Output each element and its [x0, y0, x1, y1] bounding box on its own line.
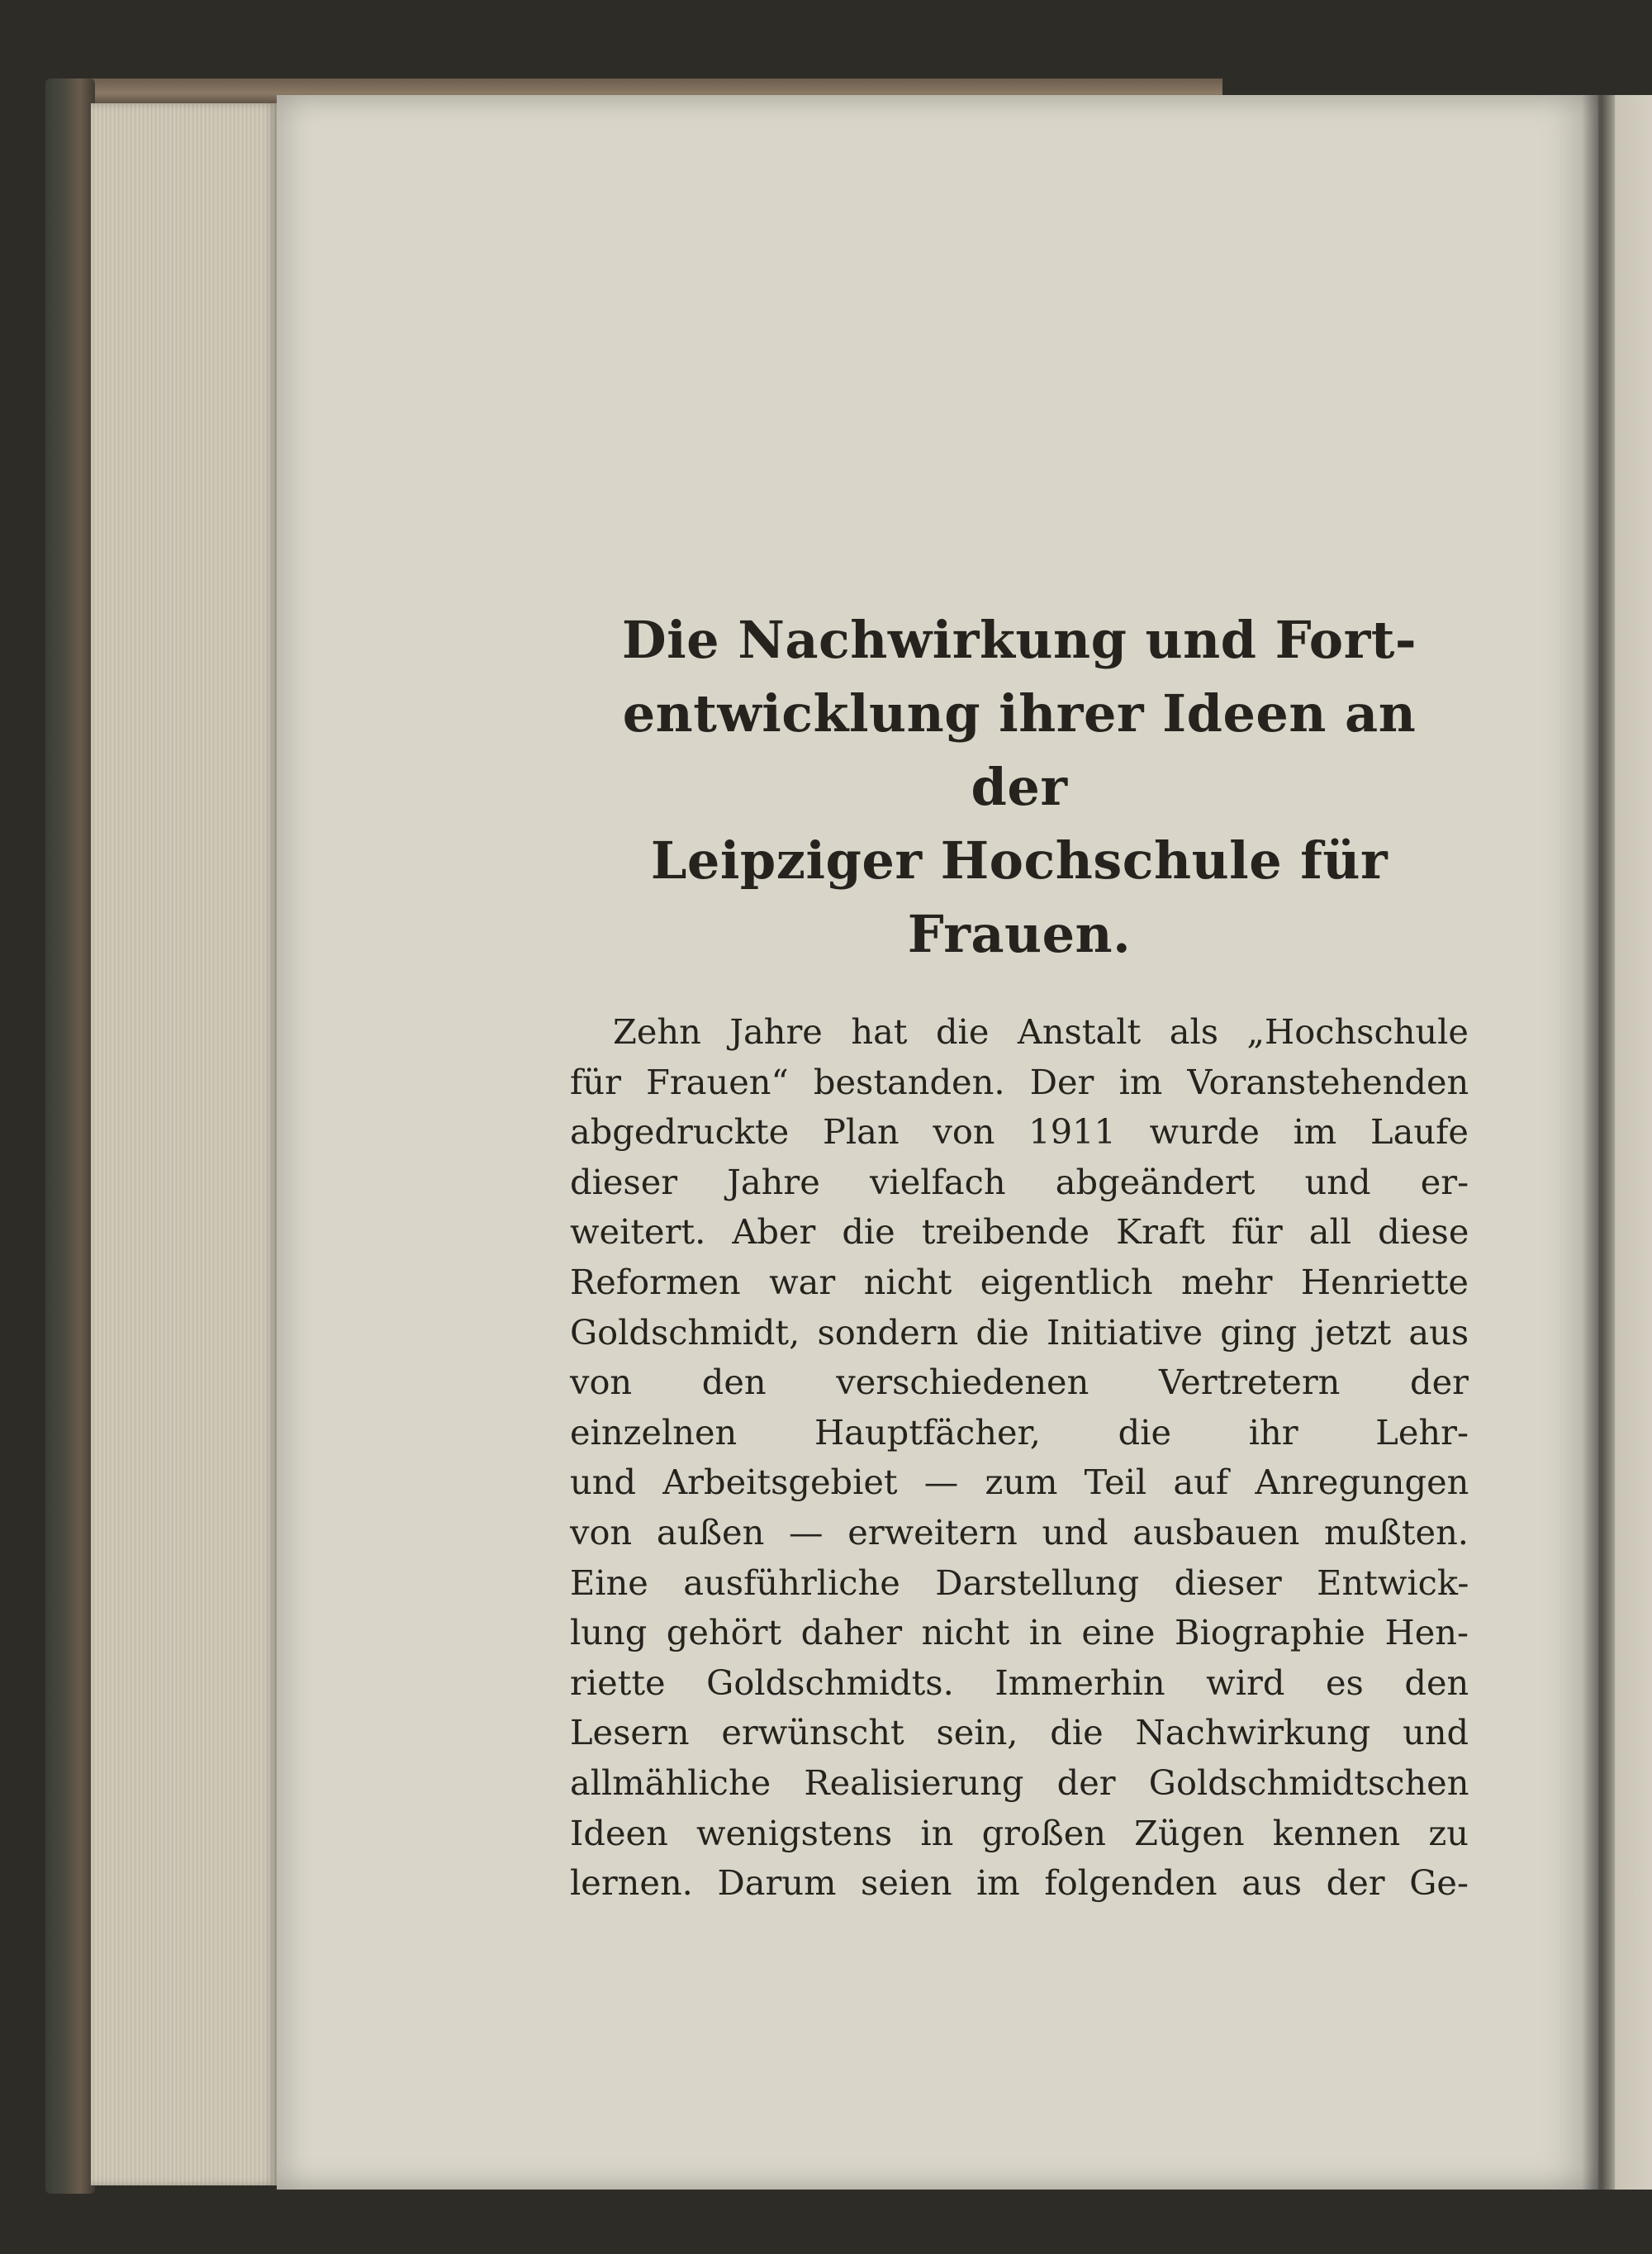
text-line: einzelnen Hauptfächer, die ihr Lehr-: [570, 1411, 1469, 1453]
text-line: Reformen war nicht eigentlich mehr Henriette: [570, 1261, 1469, 1302]
heading-line: entwicklung ihrer Ideen an der: [622, 683, 1417, 817]
page-stack-fore-edge: [91, 103, 277, 2185]
text-line: allmähliche Realisierung der Goldschmidtschen: [570, 1762, 1469, 1803]
text-line: lernen. Darum seien im folgenden aus der Ge-: [570, 1862, 1469, 1904]
text-line: Zehn Jahre hat die Anstalt als „Hochschule: [613, 1011, 1469, 1052]
text-line: dieser Jahre vielfach abgeändert und er-: [570, 1161, 1469, 1202]
text-line: lung gehört daher nicht in eine Biographie Hen-: [570, 1612, 1469, 1653]
text-line: Eine ausführliche Darstellung dieser Entwick-: [570, 1562, 1469, 1603]
text-line: abgedruckte Plan von 1911 wurde im Laufe: [570, 1111, 1469, 1153]
text-line: und Arbeitsgebiet — zum Teil auf Anregungen: [570, 1462, 1469, 1503]
page-content: [570, 603, 1469, 1909]
text-line: Goldschmidt, sondern die Initiative ging jetzt aus: [570, 1311, 1469, 1353]
book-gutter-shadow: [1582, 95, 1615, 2190]
text-line: weitert. Aber die treibende Kraft für all diese: [570, 1211, 1469, 1253]
book-cover-spine-edge: [45, 78, 95, 2194]
chapter-heading: [570, 603, 1469, 971]
text-line: von außen — erweitern und ausbauen mußten.: [570, 1511, 1469, 1553]
text-line: riette Goldschmidts. Immerhin wird es den: [570, 1662, 1469, 1703]
heading-line: Die Nachwirkung und Fort-: [621, 610, 1417, 670]
text-line: von den verschiedenen Vertretern der: [570, 1362, 1469, 1403]
text-line: Lesern erwünscht sein, die Nachwirkung und: [570, 1712, 1469, 1753]
body-paragraph: [570, 1007, 1469, 1909]
heading-line: Leipziger Hochschule für Frauen.: [650, 830, 1389, 964]
text-line: Ideen wenigstens in großen Zügen kennen zu: [570, 1812, 1469, 1853]
text-line: für Frauen“ bestanden. Der im Voranstehenden: [570, 1061, 1469, 1102]
